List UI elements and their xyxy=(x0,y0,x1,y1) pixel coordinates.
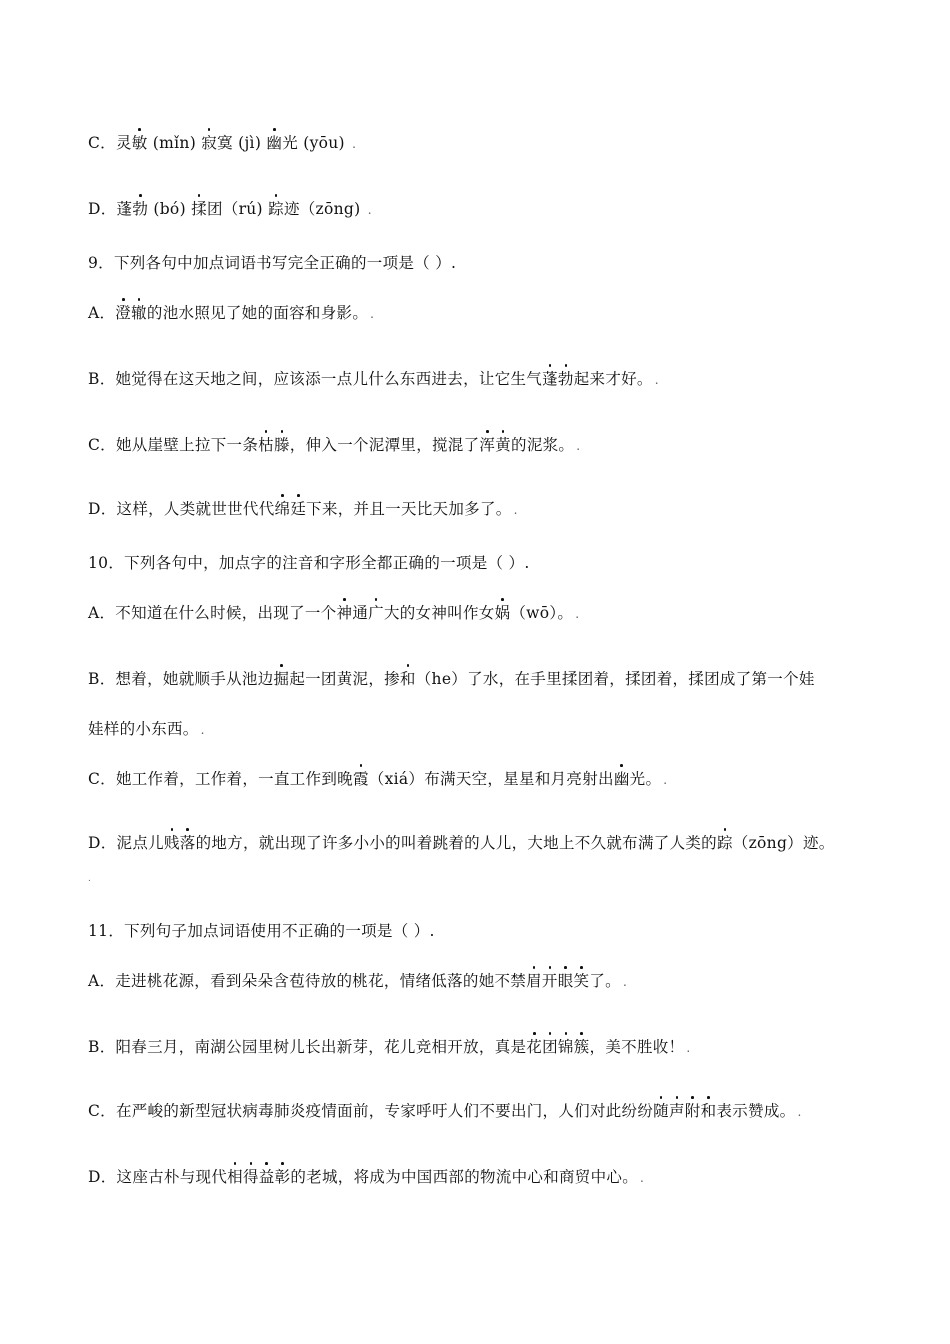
text-segment: 大的女神叫作女 xyxy=(383,604,495,622)
text-segment: C．在严峻的新型冠状病毒肺炎疫情面前，专家呼吁人们不要出门，人们对此纷纷 xyxy=(88,1102,654,1120)
emphasis-char: 绵 xyxy=(274,500,291,518)
emphasis-char: 霞 xyxy=(352,770,369,788)
emphasis-char: 幽 xyxy=(266,134,283,152)
text-segment: A．不知道在什么时候，出现了一个 xyxy=(88,604,337,622)
text-segment: C．灵 xyxy=(88,134,132,152)
emphasis-char: 踪 xyxy=(716,834,733,852)
text-line-c9 xyxy=(88,434,580,457)
text-segment: D．泥点儿 xyxy=(88,834,164,852)
text-segment: B．她觉得在这天地之间，应该添一点儿什么东西进去，让它生气 xyxy=(88,370,543,388)
emphasis-char: 花 xyxy=(526,1038,543,1056)
emphasis-char: 得 xyxy=(242,1168,259,1186)
paragraph-mark: . xyxy=(370,307,375,321)
emphasis-char: 益 xyxy=(258,1168,275,1186)
emphasis-char: 廷 xyxy=(290,500,307,518)
emphasis-char: 声 xyxy=(668,1102,685,1120)
text-segment: 娃样的小东西。 xyxy=(88,720,199,738)
text-line-b10 xyxy=(88,668,870,690)
emphasis-char: 辙 xyxy=(131,304,147,322)
emphasis-char: 笑 xyxy=(573,972,590,990)
emphasis-char: 澄 xyxy=(115,304,132,322)
paragraph-mark: . xyxy=(622,975,628,989)
emphasis-char: 娲 xyxy=(494,604,511,622)
text-segment: （wō）。 xyxy=(510,604,574,622)
emphasis-char: 和 xyxy=(700,1102,717,1120)
text-line-b10b xyxy=(88,718,205,741)
emphasis-char: 勃 xyxy=(132,200,149,218)
paragraph-mark: . xyxy=(686,1041,691,1055)
text-segment: D．这样，人类就世世代代 xyxy=(88,500,275,518)
paragraph-mark: . xyxy=(663,773,668,787)
text-segment: A． xyxy=(88,304,116,322)
emphasis-char: 寂 xyxy=(201,134,218,152)
text-line-a9 xyxy=(88,302,374,325)
text-line-c10 xyxy=(88,768,667,791)
text-line-a11 xyxy=(88,970,627,993)
text-segment: 团（rú) xyxy=(206,200,269,218)
emphasis-char: 簇 xyxy=(573,1038,590,1056)
emphasis-char: 彰 xyxy=(274,1168,291,1186)
text-segment: D．蓬 xyxy=(88,200,133,218)
text-line-d11 xyxy=(88,1166,644,1189)
emphasis-char: 神 xyxy=(336,604,353,622)
emphasis-char: 黄 xyxy=(495,436,512,454)
text-segment: 起来才好。 xyxy=(573,370,653,388)
text-segment: D．这座古朴与现代 xyxy=(88,1168,228,1186)
paragraph-mark: . xyxy=(797,1105,802,1119)
text-segment: 的地方，就出现了许多小小的叫着跳着的人儿，大地上不久就布满了人类的 xyxy=(195,834,717,852)
emphasis-char: 锦 xyxy=(557,1038,574,1056)
emphasis-char: 勃 xyxy=(557,370,574,388)
text-line-q10 xyxy=(88,552,530,574)
emphasis-char: 幽 xyxy=(613,770,630,788)
emphasis-char: 落 xyxy=(179,834,196,852)
text-line-d10 xyxy=(88,832,835,854)
text-segment: A．走进桃花源，看到朵朵含苞待放的桃花，情绪低落的她不禁 xyxy=(88,972,527,990)
text-segment: ，伸入一个泥潭里，搅混了 xyxy=(289,436,480,454)
text-segment: 表示赞成。 xyxy=(716,1102,796,1120)
text-segment: （he）了水，在手里揉团着，揉团着，揉团成了第一个娃 xyxy=(415,670,815,688)
text-segment: 寞 (jì) xyxy=(217,134,267,152)
text-line-b9 xyxy=(88,368,659,391)
emphasis-char: 踪 xyxy=(268,200,284,218)
text-segment: (mǐn) xyxy=(147,134,202,152)
paragraph-mark: . xyxy=(654,373,659,387)
emphasis-char: 开 xyxy=(541,972,558,990)
paragraph-mark: . xyxy=(513,503,518,517)
text-segment: 光。 xyxy=(629,770,662,788)
emphasis-char: 相 xyxy=(227,1168,243,1186)
emphasis-char: 和 xyxy=(399,670,416,688)
text-segment: 下来，并且一天比天加多了。 xyxy=(306,500,512,518)
paragraph-mark: . xyxy=(200,723,205,737)
text-segment: ，美不胜收！ xyxy=(589,1038,685,1056)
emphasis-char: 随 xyxy=(653,1102,669,1120)
text-line-b11 xyxy=(88,1036,690,1059)
emphasis-char: 眼 xyxy=(557,972,574,990)
emphasis-char: 滕 xyxy=(273,436,290,454)
emphasis-char: 贱 xyxy=(163,834,180,852)
text-line-d9 xyxy=(88,498,518,521)
text-segment: C．她从崖壁上拉下一条 xyxy=(88,436,259,454)
text-segment: 10．下列各句中，加点字的注音和字形全都正确的一项是（ ）. xyxy=(88,554,530,572)
text-line-d8 xyxy=(88,198,372,221)
paragraph-mark: . xyxy=(352,137,357,151)
text-segment: 了。 xyxy=(589,972,621,990)
text-line-c8 xyxy=(88,132,356,155)
paragraph-mark: . xyxy=(575,607,580,621)
text-segment: （xiá）布满天空，星星和月亮射出 xyxy=(368,770,614,788)
text-line-a10 xyxy=(88,602,579,625)
text-line-q9 xyxy=(88,252,456,274)
text-segment: 9．下列各句中加点词语书写完全正确的一项是（ ）. xyxy=(88,254,457,272)
paragraph-mark: . xyxy=(640,1171,645,1185)
emphasis-char: 掘 xyxy=(273,670,290,688)
emphasis-char: 揉 xyxy=(191,200,207,218)
emphasis-char: 眉 xyxy=(526,972,542,990)
text-segment: 光 (yōu) xyxy=(282,134,351,152)
paragraph-mark: . xyxy=(576,439,581,453)
text-segment: B．阳春三月，南湖公园里树儿长出新芽，花儿竞相开放，真是 xyxy=(88,1038,527,1056)
text-segment: 起一团黄泥，掺 xyxy=(289,670,400,688)
emphasis-char: 团 xyxy=(542,1038,558,1056)
emphasis-char: 广 xyxy=(368,604,384,622)
emphasis-char: 枯 xyxy=(258,436,274,454)
text-segment: 的池水照见了她的面容和身影。 xyxy=(146,304,369,322)
text-segment: 通 xyxy=(352,604,369,622)
text-segment: (bó) xyxy=(148,200,192,218)
text-line-q11 xyxy=(88,920,435,942)
text-segment: 11．下列句子加点词语使用不正确的一项是（ ）. xyxy=(88,922,435,940)
text-segment: 的老城，将成为中国西部的物流中心和商贸中心。 xyxy=(290,1168,638,1186)
text-segment: 的泥浆。 xyxy=(511,436,575,454)
text-segment: （zōng）迹。 xyxy=(732,834,835,852)
emphasis-char: 蓬 xyxy=(542,370,558,388)
stray-mark: . xyxy=(88,874,91,884)
emphasis-char: 附 xyxy=(684,1102,701,1120)
emphasis-char: 敏 xyxy=(131,134,148,152)
emphasis-char: 浑 xyxy=(479,436,496,454)
text-segment: B．想着，她就顺手从池边 xyxy=(88,670,274,688)
text-line-c11 xyxy=(88,1100,802,1123)
text-segment: C．她工作着，工作着，一直工作到晚 xyxy=(88,770,353,788)
text-segment: 迹（zōng) xyxy=(283,200,366,218)
paragraph-mark: . xyxy=(367,203,372,217)
